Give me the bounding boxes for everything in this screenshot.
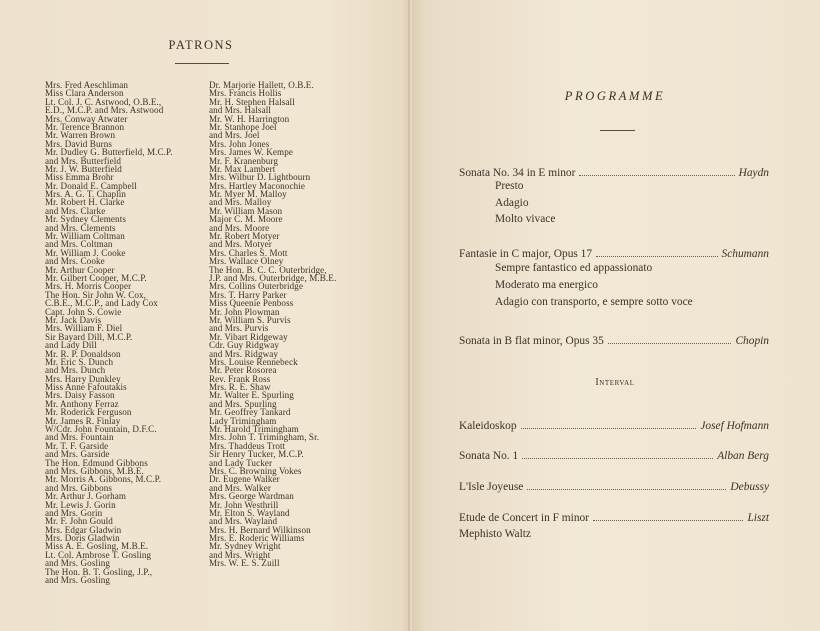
interval-heading: Interval (595, 377, 635, 388)
patron-entry: Mr. Myer M. Malloy (209, 189, 287, 200)
patron-entry: Mr. William Mason (209, 205, 283, 216)
composer-name: Debussy (730, 481, 769, 493)
patron-entry: Mrs. Daisy Fasson (45, 390, 115, 401)
leader-dots (608, 333, 732, 344)
patron-entry: and Mrs. Wayland (209, 516, 278, 527)
work-title: Sonata No. 34 in E minor (459, 167, 576, 179)
patron-entry: and Mrs. Clements (45, 222, 116, 233)
patron-entry: and Mrs. Gosling (45, 558, 111, 569)
patron-entry: and Mrs. Malloy (209, 197, 272, 208)
work-title: Kaleidoskop (459, 420, 517, 432)
composer-name: Haydn (738, 167, 769, 179)
patron-entry: Miss A. E. Gosling, M.B.E. (45, 541, 149, 552)
patron-entry: Mrs. H. Morris Cooper (45, 281, 132, 292)
patron-entry: and Mrs. Wright (209, 549, 271, 560)
patron-entry: Mr. Geoffrey Tankard (209, 407, 291, 418)
patron-entry: Mr. T. F. Garside (45, 440, 109, 451)
composer-name: Alban Berg (717, 450, 769, 462)
programme-item-debussy (459, 479, 769, 495)
patron-entry: E.D., M.C.P. and Mrs. Astwood (45, 105, 164, 116)
patron-entry: Sir Henry Tucker, M.C.P. (209, 449, 304, 460)
patron-entry: Mr. W. H. Harrington (209, 113, 290, 124)
patron-entry: Miss Anne Fafoutakis (45, 382, 127, 393)
patron-entry: Mr. William S. Purvis (209, 314, 291, 325)
patron-entry: and Mrs. Purvis (209, 323, 269, 334)
patron-entry: Mr. Arthur Cooper (45, 264, 115, 275)
movement: Adagio con transporto, e sempre sotto voce (495, 296, 693, 308)
patron-entry: Mr. R. P. Donaldson (45, 348, 121, 359)
patron-entry: Mr. Anthony Ferraz (45, 398, 119, 409)
composer-name: Liszt (747, 512, 769, 524)
composer-name: Chopin (735, 335, 769, 347)
patron-entry: Mr. Max Lambert (209, 163, 276, 174)
programme-item-chopin (459, 333, 769, 349)
patrons-divider (175, 63, 229, 64)
patron-entry: Mrs. Hartley Maconochie (209, 180, 305, 191)
patron-entry: J.P. and Mrs. Outerbridge, M.B.E. (209, 272, 337, 283)
patron-entry: Mrs. Conway Atwater (45, 113, 128, 124)
patron-entry: C.B.E., M.C.P., and Lady Cox (45, 298, 158, 309)
patron-entry: Capt. John S. Cowie (45, 306, 122, 317)
patron-entry: Mr. Morris A. Gibbons, M.C.P. (45, 474, 162, 485)
patron-entry: Mr. F. John Gould (45, 516, 113, 527)
patron-entry: Mrs. A. G. T. Chaplin (45, 189, 127, 200)
patron-entry: and Mrs. Garside (45, 449, 110, 460)
programme-item-haydn (459, 165, 769, 181)
patron-entry: The Hon. Edmund Gibbons (45, 457, 148, 468)
patron-entry: and Mrs. Spurling (209, 398, 277, 409)
patron-entry: and Mrs. Ridgway (209, 348, 279, 359)
patron-entry: Mrs. Wilbur D. Lightbourn (209, 172, 311, 183)
center-fold (408, 0, 412, 631)
patron-entry: Sir Bayard Dill, M.C.P. (45, 331, 133, 342)
patron-entry: Mr. Walter E. Spurling (209, 390, 294, 401)
patron-entry: Mrs. Edgar Gladwin (45, 524, 122, 535)
patron-entry: and Mrs. Dunch (45, 365, 106, 376)
patrons-title: PATRONS (168, 38, 234, 52)
patron-entry: Mrs. James W. Kempe (209, 147, 293, 158)
patron-entry: Mrs. R. E. Shaw (209, 382, 271, 393)
patron-entry: Mrs. John Jones (209, 138, 270, 149)
patron-entry: Mr. Sydney Wright (209, 541, 281, 552)
patron-entry: Mr. William J. Cooke (45, 247, 126, 258)
patron-entry: and Mrs. Motyer (209, 239, 272, 250)
patrons-right-column (209, 81, 336, 568)
patron-entry: Mrs. Harry Dunkley (45, 373, 121, 384)
patron-entry: Mr. H. Stephen Halsall (209, 96, 295, 107)
programme-title: PROGRAMME (564, 89, 666, 103)
patron-entry: Mrs. Charles S. Mott (209, 247, 288, 258)
patron-entry: The Hon. B. T. Gosling, J.P., (45, 566, 153, 577)
programme-item-berg (459, 448, 769, 464)
patron-entry: Mrs. Doris Gladwin (45, 533, 120, 544)
patron-entry: Mrs. Francis Hollis (209, 88, 282, 99)
leader-dots (527, 479, 726, 490)
patron-entry: Lt. Col. Ambrose T. Gosling (45, 549, 152, 560)
patron-entry: Mrs. George Wardman (209, 491, 294, 502)
patrons-left-column (45, 81, 173, 584)
programme-divider (600, 130, 635, 131)
patron-entry: and Mrs. Clarke (45, 205, 106, 216)
patron-entry: Cdr. Guy Ridgway (209, 340, 280, 351)
final-work-title: Mephisto Waltz (459, 528, 531, 540)
patron-entry: and Mrs. Joel (209, 130, 260, 141)
patron-entry: The Hon. B. C. C. Outerbridge, (209, 264, 327, 275)
patron-entry: and Mrs. Gosling (45, 575, 111, 586)
movement: Presto (495, 180, 524, 192)
patron-entry: Miss Emma Brohr (45, 172, 114, 183)
patron-entry: Dr. Eugene Walker (209, 474, 280, 485)
patron-entry: Mr. Donald E. Campbell (45, 180, 137, 191)
composer-name: Josef Hofmann (700, 420, 769, 432)
patron-entry: Mr. F. Kranenburg (209, 155, 279, 166)
patron-entry: and Mrs. Moore (209, 222, 270, 233)
patron-entry: and Mrs. Halsall (209, 105, 271, 116)
patron-entry: Mr. Robert H. Clarke (45, 197, 125, 208)
movement: Molto vivace (495, 213, 556, 225)
patron-entry: Mr. Lewis J. Gorin (45, 499, 116, 510)
patron-entry: and Mrs. Coltman (45, 239, 113, 250)
patron-entry: Dr. Marjorie Hallett, O.B.E. (209, 80, 314, 90)
patron-entry: Mr. Sydney Clements (45, 214, 126, 225)
patron-entry: The Hon. Sir John W. Cox, (45, 289, 147, 300)
work-title: L'Isle Joyeuse (459, 481, 524, 493)
leader-dots (522, 448, 713, 459)
patron-entry: Miss Queenie Penboss (209, 298, 294, 309)
patron-entry: Mrs. David Burns (45, 138, 113, 149)
leader-dots (521, 418, 697, 429)
movement: Moderato ma energico (495, 279, 598, 291)
patron-entry: Mr. Arthur J. Gorham (45, 491, 127, 502)
patron-entry: and Mrs. Butterfield (45, 155, 121, 166)
patron-entry: Mr. John Westhrill (209, 499, 279, 510)
patron-entry: Mr. Gilbert Cooper, M.C.P. (45, 272, 147, 283)
patron-entry: and Mrs. Walker (209, 482, 271, 493)
patron-entry: Mrs. C. Browning Vokes (209, 465, 302, 476)
patron-entry: and Mrs. Gorin (45, 507, 103, 518)
patron-entry: Mr. Harold Trimingham (209, 424, 299, 435)
patron-entry: and Mrs. Cooke (45, 256, 105, 267)
patron-entry: Mrs. W. E. S. Zuill (209, 558, 280, 569)
patron-entry: and Mrs. Gibbons (45, 482, 113, 493)
patron-entry: Mrs. T. Harry Parker (209, 289, 287, 300)
patron-entry: and Lady Dill (45, 340, 97, 351)
patron-entry: Mrs. William F. Diel (45, 323, 123, 334)
patron-entry: Mrs. Thaddeus Trott (209, 440, 286, 451)
patron-entry: Mr. Terence Brannon (45, 121, 125, 132)
patron-entry: Major C. M. Moore (209, 214, 283, 225)
patron-entry: Mrs. John T. Trimingham, Sr. (209, 432, 320, 443)
patron-entry: and Lady Tucker (209, 457, 273, 468)
programme-item-liszt (459, 510, 769, 526)
patron-entry: and Mrs. Fountain (45, 432, 114, 443)
patron-entry: Mr. Jack Davis (45, 314, 102, 325)
patron-entry: Mrs. Louise Rennebeck (209, 356, 298, 367)
patron-entry: Mr. Stanhope Joel (209, 121, 277, 132)
leader-dots (593, 510, 743, 521)
movement: Sempre fantastico ed appassionato (495, 262, 653, 274)
patron-entry: W/Cdr. John Fountain, D.F.C. (45, 424, 157, 435)
patron-entry: Mr. Vibart Ridgeway (209, 331, 288, 342)
patron-entry: Rev. Frank Ross (209, 373, 271, 384)
work-title: Sonata in B flat minor, Opus 35 (459, 335, 604, 347)
movement: Adagio (495, 197, 529, 209)
work-title: Sonata No. 1 (459, 450, 519, 462)
composer-name: Schumann (721, 248, 769, 260)
patron-entry: Mr. Warren Brown (45, 130, 116, 141)
work-title: Etude de Concert in F minor (459, 512, 590, 524)
leader-dots (596, 246, 717, 257)
patron-entry: and Mrs. Gibbons, M.B.E. (45, 465, 144, 476)
patron-entry: Mrs. H. Bernard Wilkinson (209, 524, 311, 535)
patron-entry: Mr. Peter Rosorea (209, 365, 277, 376)
patron-entry: Mr. Eric S. Dunch (45, 356, 114, 367)
patron-entry: Mr. J. W. Butterfield (45, 163, 122, 174)
patron-entry: Mr. William Coltman (45, 231, 125, 242)
patron-entry: Lt. Col. J. C. Astwood, O.B.E., (45, 96, 162, 107)
programme-item-schumann (459, 246, 769, 262)
patron-entry: Mrs. E. Roderic Williams (209, 533, 305, 544)
patron-entry: Mrs. Wallace Olney (209, 256, 284, 267)
programme-item-hofmann (459, 418, 769, 434)
patron-entry: Mrs. Collins Outerbridge (209, 281, 304, 292)
work-title: Fantasie in C major, Opus 17 (459, 248, 593, 260)
patron-entry: Mr. James R. Finlay (45, 415, 121, 426)
patron-entry: Mr. Elton S. Wayland (209, 507, 290, 518)
patron-entry: Mr. Roderick Ferguson (45, 407, 132, 418)
patron-entry: Miss Clara Anderson (45, 88, 124, 99)
patron-entry: Mr. John Plowman (209, 306, 280, 317)
patron-entry: Mrs. Fred Aeschliman (45, 80, 129, 90)
patron-entry: Lady Trimingham (209, 415, 277, 426)
leader-dots (579, 165, 734, 176)
patron-entry: Mr. Robert Motyer (209, 231, 280, 242)
patron-entry: Mr. Dudley G. Butterfield, M.C.P. (45, 147, 173, 158)
